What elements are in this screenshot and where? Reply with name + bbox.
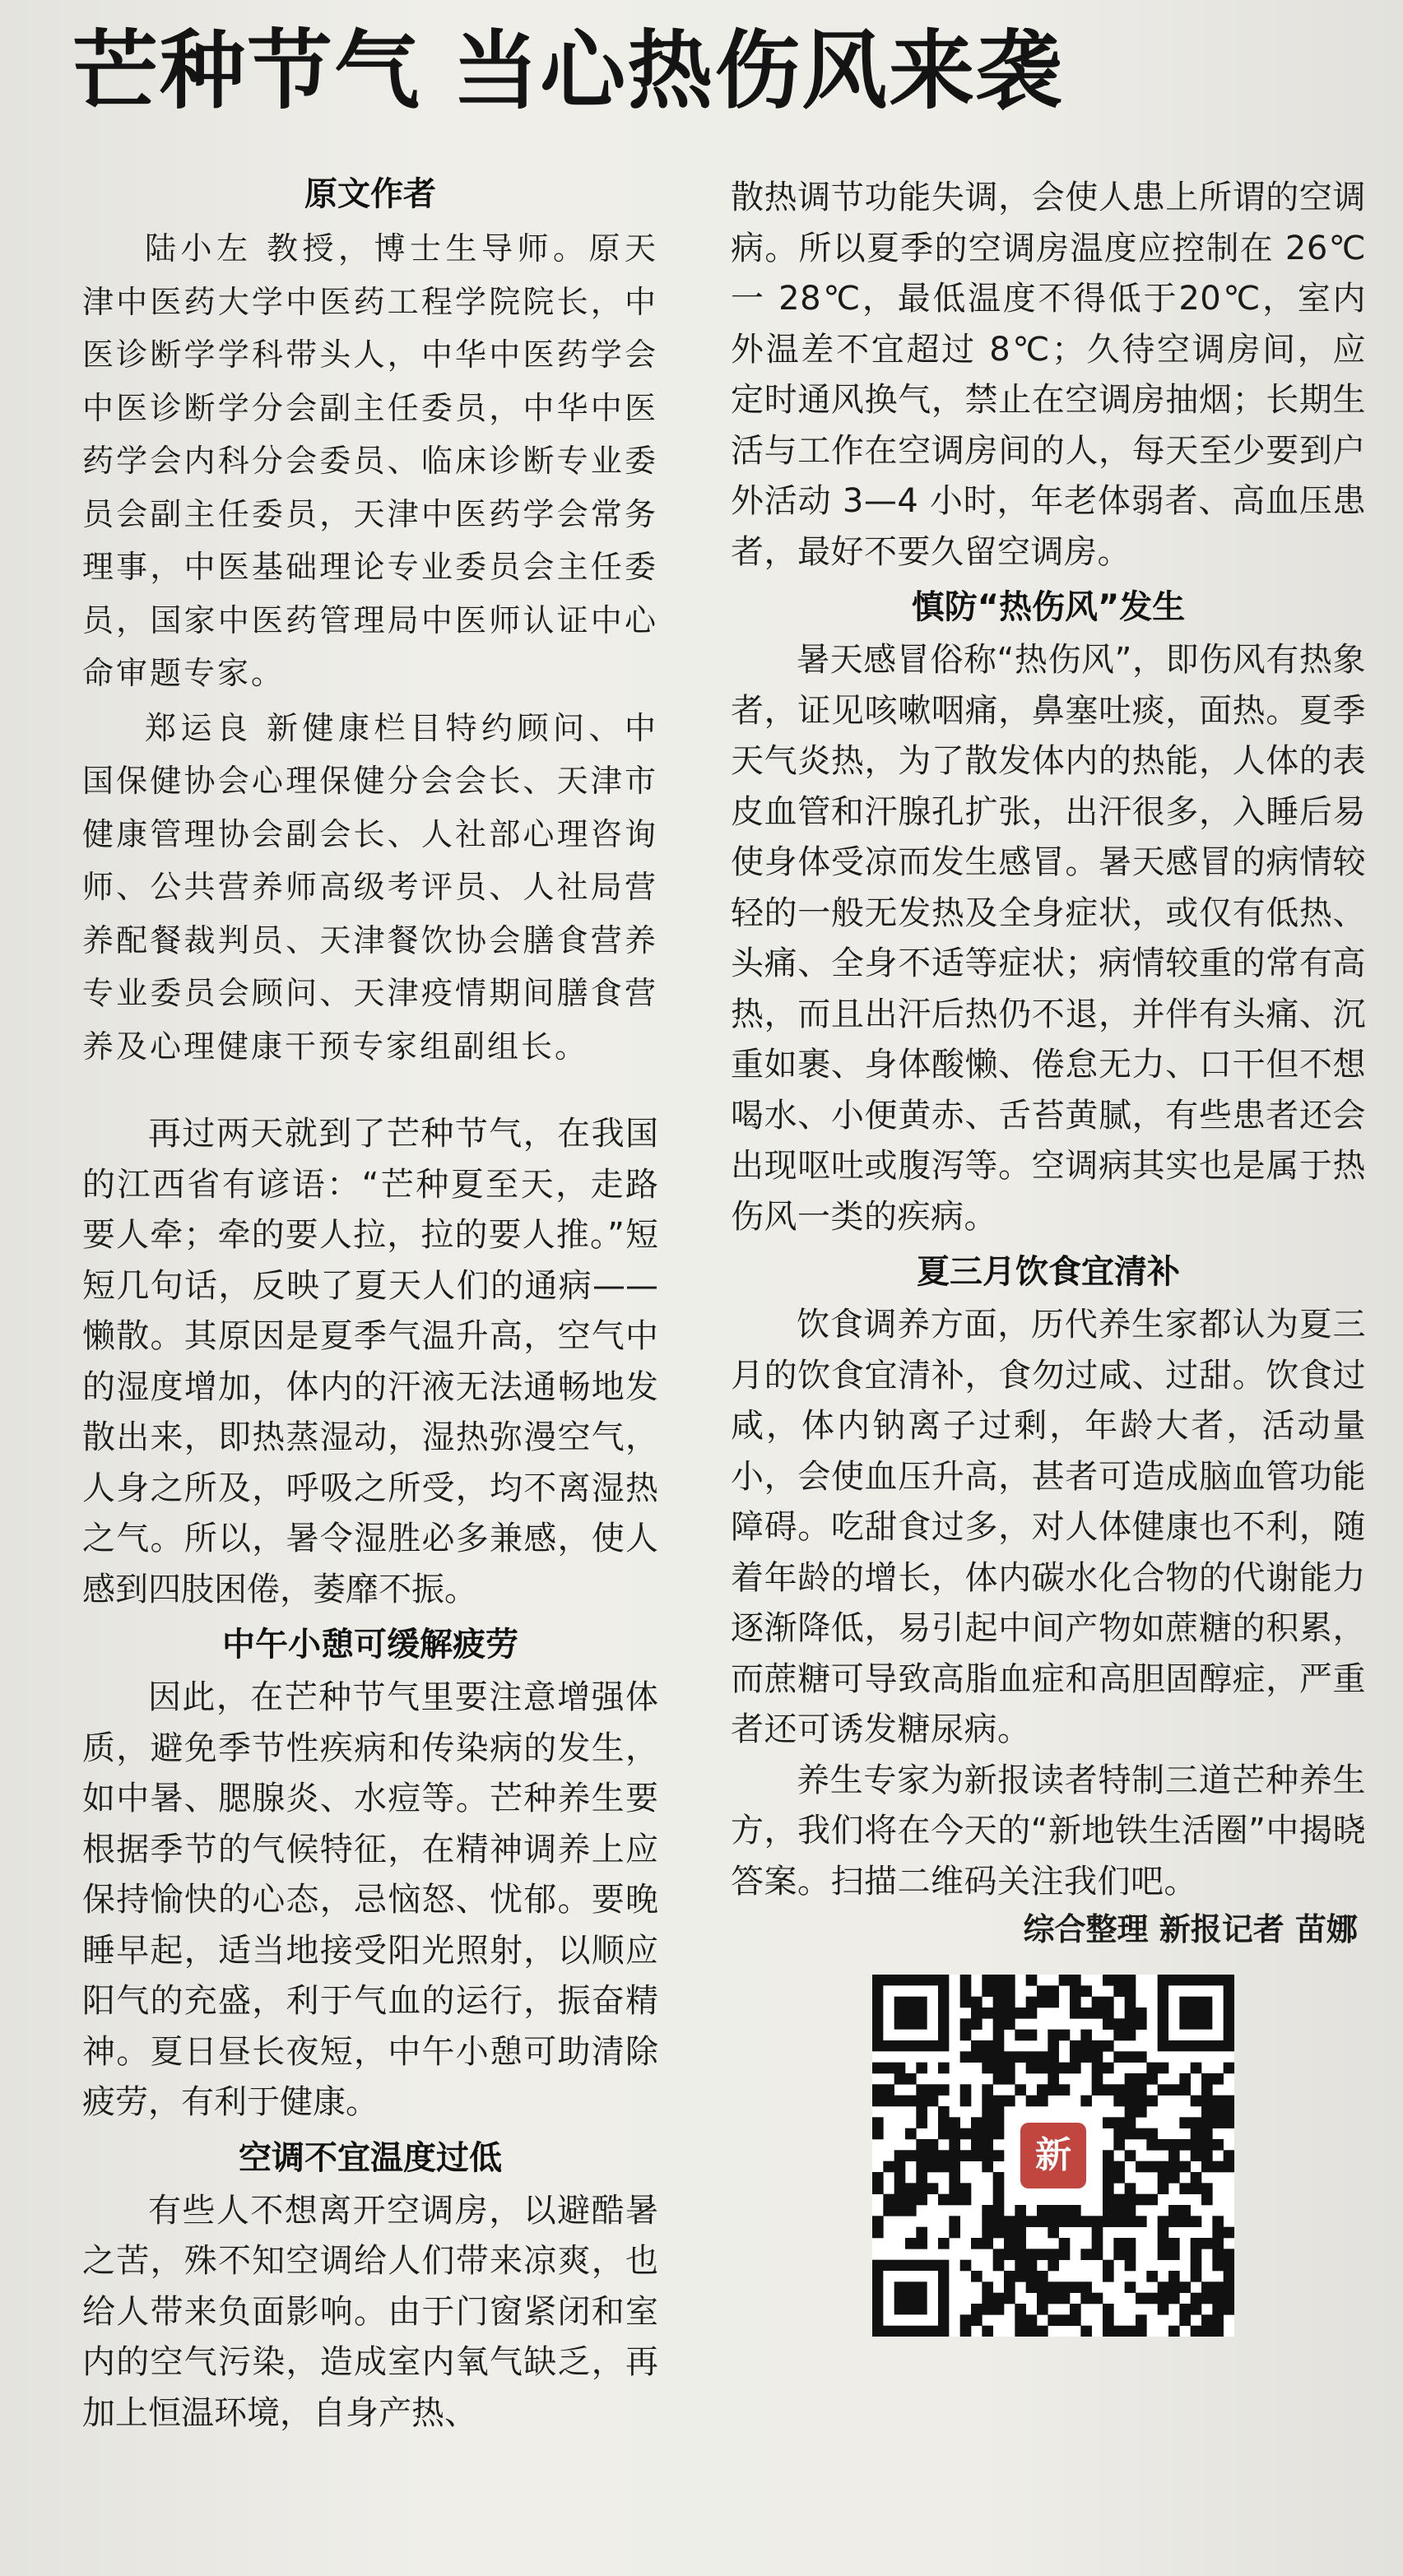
intro-section <box>82 1109 658 1615</box>
cold-section <box>731 635 1366 1242</box>
left-column <box>82 165 658 2439</box>
diet-heading: 夏三月饮食宜清补 <box>917 1253 1180 1291</box>
nap-section <box>82 1673 658 2128</box>
bio-zheng-yunliang: 郑运良 新健康栏目特约顾问、中国保健协会心理保健分会会长、天津市健康管理协会副会长、人社部心理咨询师、公共营养师高级考评员、人社局营养配餐裁判员、天津餐饮协会膳食营养专业委员会顾问、天津疫情期间膳食营养及心理健康干预专家组副组长。 <box>82 709 658 1065</box>
diet-paragraph-2: 养生专家为新报读者特制三道芒种养生方，我们将在今天的“新地铁生活圈”中揭晓答案。扫描二维码关注我们吧。 <box>731 1761 1366 1901</box>
headline: 芒种节气 当心热伤风来袭 <box>72 21 1064 121</box>
bio-lu-xiaozuo: 陆小左 教授，博士生导师。原天津中医药大学中医药工程学院院长，中医诊断学学科带头人，中华中医药学会中医诊断学分会副主任委员，中华中医药学会内科分会委员、临床诊断专业委员会副主任委员，天津中医药学会常务理事，中医基础理论专业委员会主任委员，国家中医药管理局中医师认证中心命审题专家。 <box>82 230 658 691</box>
byline: 综合整理 新报记者 苗娜 <box>1023 1911 1358 1947</box>
diet-paragraph-1: 饮食调养方面，历代养生家都认为夏三月的饮食宜清补，食勿过咸、过甜。饮食过咸，体内钠离子过剩，年龄大者，活动量小，会使血压升高，甚者可造成脑血管功能障碍。吃甜食过多，对人体健康也不利，随着年龄的增长，体内碳水化合物的代谢能力逐渐降低，易引起中间产物如蔗糖的积累，而蔗糖可导致高脂血症和高胆固醇症，严重者还可诱发糖尿病。 <box>731 1306 1366 1748</box>
ac-heading: 空调不宜温度过低 <box>239 2138 502 2177</box>
diet-section <box>731 1300 1366 1907</box>
qr-finder-pattern <box>894 1997 927 2030</box>
nap-heading: 中午小憩可缓解疲劳 <box>222 1626 518 1664</box>
qr-logo-badge <box>1012 2114 1094 2197</box>
ac-paragraph-left: 有些人不想离开空调房，以避酷暑之苦，殊不知空调给人们带来凉爽，也给人带来负面影响。由于门窗紧闭和室内的空气污染，造成室内氧气缺乏，再加上恒温环境，自身产热、 <box>82 2191 658 2432</box>
qr-finder-pattern <box>1179 1997 1212 2030</box>
ac-section-right <box>731 173 1366 578</box>
author-bios <box>82 222 658 1073</box>
cold-heading: 慎防“热伤风”发生 <box>911 588 1186 626</box>
qr-finder-pattern <box>894 2281 927 2314</box>
cold-paragraph: 暑天感冒俗称“热伤风”，即伤风有热象者，证见咳嗽咽痛，鼻塞吐痰，面热。夏季天气炎热，为了散发体内的热能，人体的表皮血管和汗腺孔扩张，出汗很多，入睡后易使身体受凉而发生感冒。暑天感冒的病情较轻的一般无发热及全身症状，或仅有低热、头痛、全身不适等症状；病情较重的常有高热，而且出汗后热仍不退，并伴有头痛、沉重如裹、身体酸懒、倦怠无力、口干但不想喝水、小便黄赤、舌苔黄腻，有些患者还会出现呕吐或腹泻等。空调病其实也是属于热伤风一类的疾病。 <box>731 641 1366 1236</box>
ac-section-left <box>82 2186 658 2439</box>
qr-code-icon[interactable] <box>872 1975 1234 2337</box>
intro-paragraph: 再过两天就到了芒种节气，在我国的江西省有谚语：“芒种夏至天，走路要人牵；牵的要人拉，拉的要人推。”短短几句话，反映了夏天人们的通病——懒散。其原因是夏季气温升高，空气中的湿度增加，体内的汗液无法通畅地发散出来，即热蒸湿动，湿热弥漫空气，人身之所及，呼吸之所受，均不离湿热之气。所以，暑令湿胜必多兼感，使人感到四肢困倦，萎靡不振。 <box>82 1115 658 1608</box>
qr-logo-text: 新 <box>1020 2123 1086 2188</box>
right-column <box>731 173 1366 2337</box>
ac-paragraph-right: 散热调节功能失调，会使人患上所谓的空调病。所以夏季的空调房温度应控制在 26℃一 28℃，最低温度不得低于20℃，室内外温差不宜超过 8℃；久待空调房间，应定时通风换气，禁止在空调房抽烟；长期生活与工作在空调房间的人，每天至少要到户外活动 3—4 小时，年老体弱者、高血压患者，最好不要久留空调房。 <box>731 179 1366 571</box>
nap-paragraph: 因此，在芒种节气里要注意增强体质，避免季节性疾病和传染病的发生，如中暑、腮腺炎、水痘等。芒种养生要根据季节的气候特征，在精神调养上应保持愉快的心态，忌恼怒、忧郁。要晚睡早起，适当地接受阳光照射，以顺应阳气的充盛，利于气血的运行，振奋精神。夏日昼长夜短，中午小憩可助清除疲劳，有利于健康。 <box>82 1678 658 2121</box>
author-heading: 原文作者 <box>304 175 436 213</box>
